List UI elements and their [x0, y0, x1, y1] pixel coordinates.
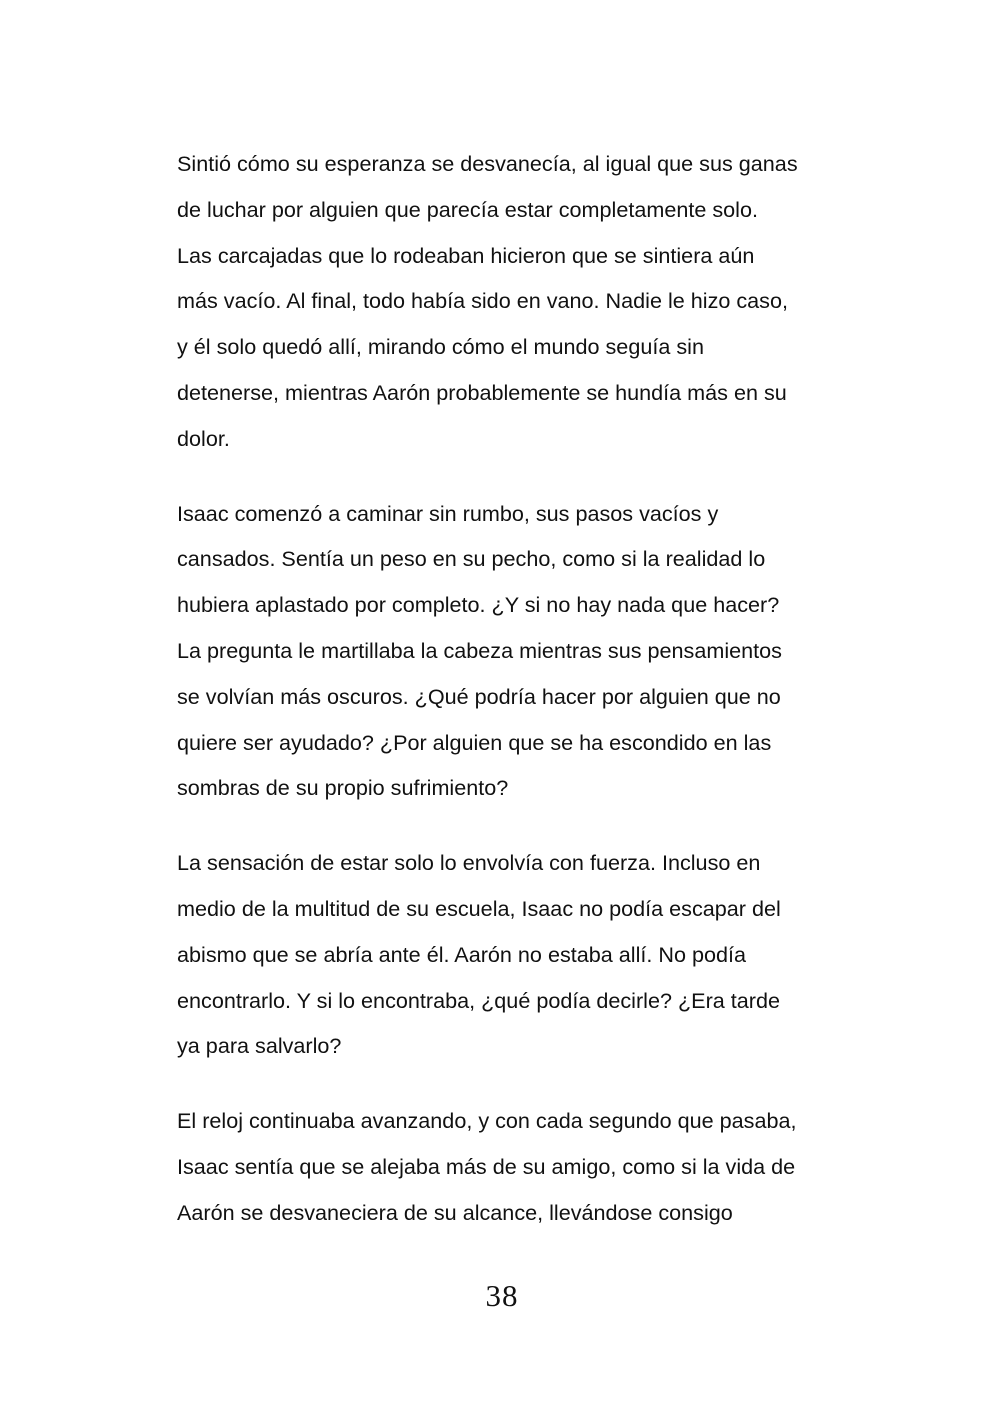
text-line: dolor. [177, 425, 230, 451]
paragraph-4 [177, 1098, 837, 1235]
text-line: hubiera aplastado por completo. ¿Y si no hay nada que hacer? [177, 592, 780, 618]
paragraph-3 [177, 840, 837, 1069]
text-line: sombras de su propio sufrimiento? [177, 775, 509, 801]
text-line: cansados. Sentía un peso en su pecho, como si la realidad lo [177, 546, 766, 572]
text-line: encontrarlo. Y si lo encontraba, ¿qué podía decirle? ¿Era tarde [177, 987, 780, 1013]
text-line: Isaac comenzó a caminar sin rumbo, sus pasos vacíos y [177, 500, 719, 526]
text-line: y él solo quedó allí, mirando cómo el mundo seguía sin [177, 334, 704, 360]
text-line: Aarón se desvaneciera de su alcance, llevándose consigo [177, 1199, 733, 1225]
text-line: ya para salvarlo? [177, 1033, 342, 1059]
text-line: quiere ser ayudado? ¿Por alguien que se ha escondido en las [177, 729, 772, 755]
text-line: Sintió cómo su esperanza se desvanecía, al igual que sus ganas [177, 151, 798, 176]
text-line: El reloj continuaba avanzando, y con cada segundo que pasaba, [177, 1108, 797, 1134]
text-line: Isaac sentía que se alejaba más de su amigo, como si la vida de [177, 1153, 796, 1179]
page-number: 38 [485, 1278, 519, 1313]
body-text [177, 141, 837, 1265]
text-line: La sensación de estar solo lo envolvía con fuerza. Incluso en [177, 850, 761, 876]
text-line: abismo que se abría ante él. Aarón no estaba allí. No podía [177, 941, 747, 967]
text-line: Las carcajadas que lo rodeaban hicieron que se sintiera aún [177, 242, 755, 268]
text-line: detenerse, mientras Aarón probablemente se hundía más en su [177, 379, 787, 405]
text-line: de luchar por alguien que parecía estar completamente solo. [177, 196, 758, 222]
text-line: medio de la multitud de su escuela, Isaac no podía escapar del [177, 895, 781, 921]
text-line: más vacío. Al final, todo había sido en vano. Nadie le hizo caso, [177, 288, 788, 314]
text-line: se volvían más oscuros. ¿Qué podría hacer por alguien que no [177, 683, 781, 709]
paragraph-2 [177, 491, 837, 812]
text-line: La pregunta le martillaba la cabeza mientras sus pensamientos [177, 637, 782, 663]
paragraph-1 [177, 141, 837, 462]
